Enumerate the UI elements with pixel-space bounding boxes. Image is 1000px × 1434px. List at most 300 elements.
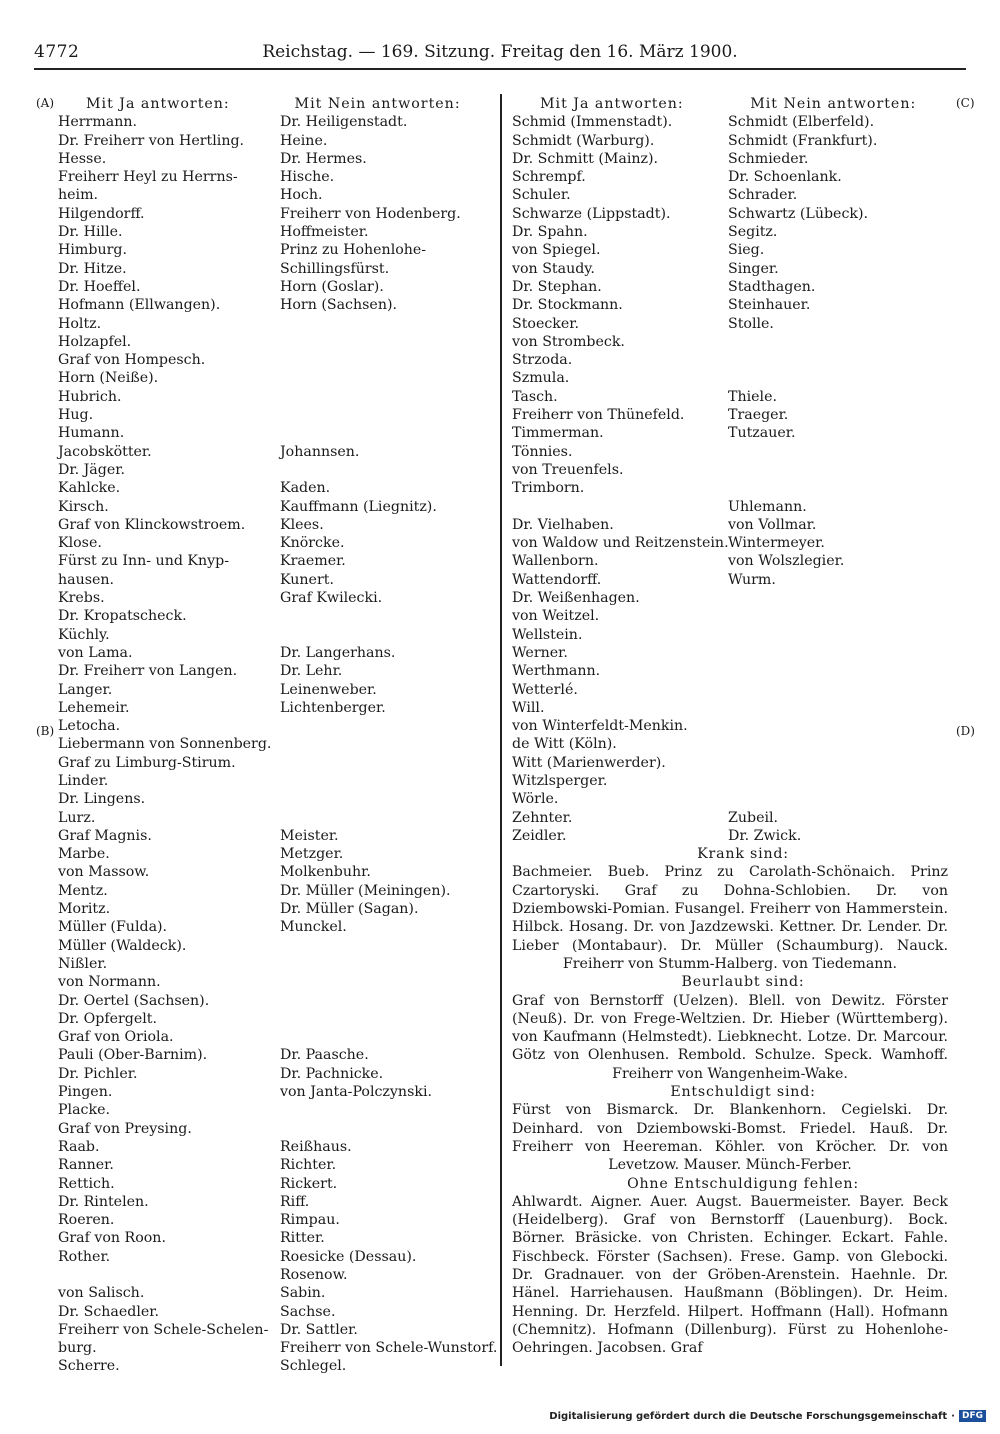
nein-name: Dr. Zwick. <box>728 827 802 844</box>
vote-row <box>58 1193 520 1211</box>
ja-name: Hubrich. <box>58 388 122 405</box>
ja-name: Zehnter. <box>512 809 573 826</box>
nein-name: Ritter. <box>280 1230 325 1247</box>
nein-name: Schwartz (Lübeck). <box>728 205 869 222</box>
nein-name: Riff. <box>280 1193 310 1210</box>
nein-name <box>280 1028 520 1046</box>
vote-row <box>512 644 974 662</box>
nein-name <box>728 790 958 808</box>
nein-name <box>280 424 520 442</box>
nein-name: Freiherr von Hodenberg. <box>280 205 461 222</box>
ja-name: Graf Magnis. <box>58 827 152 844</box>
ja-name: Trimborn. <box>512 480 585 497</box>
nein-name <box>728 754 958 772</box>
page-header <box>34 34 966 66</box>
nein-name: Kauffmann (Liegnitz). <box>280 498 437 515</box>
vote-row <box>58 754 520 772</box>
ja-name: Dr. Vielhaben. <box>512 516 614 533</box>
vote-row <box>58 186 520 204</box>
ja-name: Freiherr Heyl zu Herrns- <box>58 169 238 186</box>
nein-name: Dr. Langerhans. <box>280 644 396 661</box>
ja-name: Kahlcke. <box>58 480 121 497</box>
vote-row <box>512 626 974 644</box>
ja-name: Linder. <box>58 772 109 789</box>
vote-row <box>512 369 974 387</box>
nein-name <box>280 388 520 406</box>
nein-name <box>280 717 520 735</box>
nein-heading: Mit Nein antworten: <box>294 96 461 112</box>
nein-name <box>280 369 520 387</box>
vote-row <box>58 1083 520 1101</box>
vote-row <box>512 479 974 497</box>
vote-row <box>58 1339 520 1357</box>
nein-name: Sieg. <box>728 242 765 259</box>
nein-name <box>280 333 520 351</box>
nein-name: Dr. Müller (Meiningen). <box>280 882 451 899</box>
vote-row <box>512 552 974 570</box>
nein-name: Klees. <box>280 516 324 533</box>
ja-name: Rother. <box>58 1248 111 1265</box>
ja-name: Fürst zu Inn- und Knyp- <box>58 553 230 570</box>
ja-name: von Weitzel. <box>512 608 600 625</box>
ja-name: Dr. Oertel (Sachsen). <box>58 992 210 1009</box>
vote-row <box>512 113 974 131</box>
nein-name <box>280 1120 520 1138</box>
left-column <box>58 95 520 1376</box>
nein-name: Dr. Paasche. <box>280 1047 369 1064</box>
vote-row <box>58 132 520 150</box>
vote-row <box>58 735 520 753</box>
nein-name: von Wolszlegier. <box>728 553 845 570</box>
absence-sections <box>512 845 974 1357</box>
ja-name: Dr. Stephan. <box>512 278 602 295</box>
vote-row <box>512 388 974 406</box>
vote-row <box>58 113 520 131</box>
ja-name: Dr. Hille. <box>58 224 123 241</box>
vote-row <box>512 516 974 534</box>
ja-name: Dr. Schmitt (Mainz). <box>512 150 659 167</box>
ja-name: Graf von Roon. <box>58 1230 166 1247</box>
nein-name <box>728 461 958 479</box>
ja-name: Letocha. <box>58 718 121 735</box>
ja-name: von Strombeck. <box>512 333 625 350</box>
ja-name: Dr. Lingens. <box>58 791 146 808</box>
vote-row <box>58 424 520 442</box>
nein-name: Horn (Goslar). <box>280 278 384 295</box>
ja-name: Dr. Stockmann. <box>512 297 623 314</box>
ja-name: Liebermann von Sonnenberg. <box>58 736 272 753</box>
vote-row <box>58 937 520 955</box>
vote-row <box>512 150 974 168</box>
ja-name: Schrempf. <box>512 169 586 186</box>
ja-name: heim. <box>58 187 99 204</box>
vote-row <box>512 607 974 625</box>
vote-row <box>58 900 520 918</box>
ja-name: Müller (Waldeck). <box>58 937 187 954</box>
right-vote-list <box>512 113 974 845</box>
vote-row <box>512 754 974 772</box>
nein-name: Thiele. <box>728 388 777 405</box>
vote-row <box>512 333 974 351</box>
ja-name: Humann. <box>58 425 125 442</box>
vote-row <box>512 132 974 150</box>
vote-row <box>512 735 974 753</box>
vote-row <box>58 1303 520 1321</box>
nein-name: Uhlemann. <box>728 498 807 515</box>
vote-row <box>58 662 520 680</box>
vote-row <box>58 1211 520 1229</box>
nein-name <box>280 607 520 625</box>
vote-row <box>512 205 974 223</box>
nein-name <box>728 443 958 461</box>
vote-row <box>58 626 520 644</box>
nein-name: Hoch. <box>280 187 323 204</box>
vote-row <box>58 406 520 424</box>
vote-row <box>512 772 974 790</box>
vote-row <box>512 424 974 442</box>
vote-row <box>512 498 974 516</box>
vote-row <box>512 296 974 314</box>
ja-name: Tasch. <box>512 388 558 405</box>
ja-name: von Staudy. <box>512 260 595 277</box>
vote-row <box>58 223 520 241</box>
ja-name: von Winterfeldt-Menkin. <box>512 718 688 735</box>
vote-row <box>58 607 520 625</box>
footer <box>549 1410 986 1422</box>
nein-name: Johannsen. <box>280 443 360 460</box>
ja-name: Raab. <box>58 1138 100 1155</box>
nein-name: Rimpau. <box>280 1212 340 1229</box>
vote-row <box>58 150 520 168</box>
ja-name: Schuler. <box>512 187 571 204</box>
nein-name: Prinz zu Hohenlohe- <box>280 242 427 259</box>
vote-row <box>512 351 974 369</box>
vote-row <box>58 1138 520 1156</box>
ja-name: Lehemeir. <box>58 699 130 716</box>
nein-name: Rosenow. <box>280 1267 348 1283</box>
vote-row <box>58 772 520 790</box>
vote-row <box>58 296 520 314</box>
ja-name: Freiherr von Thünefeld. <box>512 407 685 424</box>
vote-row <box>512 168 974 186</box>
ja-name: von Lama. <box>58 644 133 661</box>
nein-name <box>280 461 520 479</box>
margin-mark-b: (B) <box>36 724 55 738</box>
ja-name: Schmidt (Warburg). <box>512 132 655 149</box>
ja-name <box>512 498 728 516</box>
ja-name: Wetterlé. <box>512 681 578 698</box>
nein-name: Traeger. <box>728 407 789 424</box>
ja-name: Will. <box>512 699 545 716</box>
ja-name: Rettich. <box>58 1175 115 1192</box>
ja-name: Dr. Freiherr von Langen. <box>58 663 238 680</box>
nein-name: Sabin. <box>280 1285 326 1302</box>
ja-name: Krebs. <box>58 590 105 607</box>
ja-name: Langer. <box>58 681 113 698</box>
nein-name <box>280 315 520 333</box>
vote-row <box>58 168 520 186</box>
nein-name: Schmidt (Elberfeld). <box>728 114 875 131</box>
ja-name: Dr. Rintelen. <box>58 1193 149 1210</box>
vote-row <box>58 717 520 735</box>
ja-name: Klose. <box>58 535 102 552</box>
dfg-logo: DFG <box>959 1410 986 1422</box>
ja-name: Pingen. <box>58 1084 113 1101</box>
vote-row <box>512 662 974 680</box>
nein-name: Dr. Sattler. <box>280 1321 358 1338</box>
vote-row <box>58 918 520 936</box>
ja-name: von Waldow und Reitzenstein. <box>512 535 729 552</box>
footer-text: Digitalisierung gefördert durch die Deutsche Forschungsgemeinschaft <box>549 1410 948 1422</box>
nein-name <box>280 937 520 955</box>
nein-name <box>728 644 958 662</box>
nein-name: Schmidt (Frankfurt). <box>728 132 878 149</box>
ja-heading: Mit Ja antworten: <box>86 96 230 112</box>
vote-row <box>58 790 520 808</box>
nein-name: Dr. Schoenlank. <box>728 169 842 186</box>
ja-name: Kirsch. <box>58 498 109 515</box>
nein-name <box>728 681 958 699</box>
ja-name: Jacobskötter. <box>58 443 152 460</box>
nein-name: Stadthagen. <box>728 278 816 295</box>
nein-name: Reißhaus. <box>280 1138 352 1155</box>
vote-row <box>58 1175 520 1193</box>
ja-name: Dr. Freiherr von Hertling. <box>58 132 245 149</box>
nein-name: Dr. Lehr. <box>280 663 343 680</box>
ja-name: Wellstein. <box>512 626 583 643</box>
vote-row <box>58 461 520 479</box>
nein-name <box>728 369 958 387</box>
vote-row <box>58 992 520 1010</box>
ja-name: Dr. Weißenhagen. <box>512 590 640 607</box>
section-title: Entschuldigt sind: <box>670 1084 816 1101</box>
vote-row <box>58 260 520 278</box>
ja-name: Dr. Jäger. <box>58 461 125 478</box>
ja-name: Dr. Opfergelt. <box>58 1010 157 1027</box>
ja-name <box>58 1266 280 1284</box>
vote-row <box>512 681 974 699</box>
nein-name <box>280 955 520 973</box>
section-text: Ahlwardt. Aigner. Auer. Augst. Bauermeister. Bayer. Beck (Heidelberg). Graf von Bernstorff (Lauenburg). Bock. Börner. Bräsicke. von Christen. Echinger. Eckart. Fahle. Fischbeck. Förster (Sachsen). Frese. Gamp. von Glebocki. Dr. Gradnauer. von der Gröben-Arenstein. Haehnle. Dr. Hänel. Harriehausen. Haußmann (Böblingen). Dr. Heim. Henning. Dr. Herzfeld. Hilpert. Hoffmann (Hall). Hofmann (Chemnitz). Hofmann (Dillenburg). Fürst zu Hohenlohe-Oehringen. Jacobsen. Graf <box>512 1193 948 1357</box>
nein-name: Dr. Müller (Sagan). <box>280 901 419 918</box>
ja-name: Witt (Marienwerder). <box>512 754 666 771</box>
nein-name <box>728 589 958 607</box>
vote-row <box>58 1284 520 1302</box>
nein-name <box>280 1010 520 1028</box>
ja-name: Mentz. <box>58 882 108 899</box>
nein-name: Heine. <box>280 132 328 149</box>
ja-name: Himburg. <box>58 242 127 259</box>
vote-row <box>58 845 520 863</box>
vote-row <box>512 443 974 461</box>
nein-name: Molkenbuhr. <box>280 864 371 881</box>
nein-name: Schmieder. <box>728 150 809 167</box>
ja-name: Wattendorff. <box>512 571 602 588</box>
nein-name <box>728 607 958 625</box>
ja-name: von Treuenfels. <box>512 461 624 478</box>
nein-name <box>728 772 958 790</box>
nein-name: Leinenweber. <box>280 681 377 698</box>
section-title: Ohne Entschuldigung fehlen: <box>627 1175 859 1192</box>
vote-column-headings <box>58 95 520 113</box>
section-text: Bachmeier. Bueb. Prinz zu Carolath-Schönaich. Prinz Czartoryski. Graf zu Dohna-Schlobien. Dr. von Dziembowski-Pomian. Fusangel. Freiherr von Hammerstein. Hilbck. Hosang. Dr. von Jazdzewski. Kettner. Dr. Lender. Dr. Lieber (Montabaur). Dr. Müller (Schaumburg). Nauck. Freiherr von Stumm-Halberg. von Tiedemann. <box>512 864 948 972</box>
nein-name <box>280 772 520 790</box>
page-number: 4772 <box>34 42 80 62</box>
ja-name: Werner. <box>512 644 568 661</box>
nein-name: Sachse. <box>280 1303 336 1320</box>
vote-row <box>512 534 974 552</box>
vote-row <box>58 973 520 991</box>
nein-name: Singer. <box>728 260 779 277</box>
ja-name: Dr. Hitze. <box>58 260 127 277</box>
vote-row <box>58 571 520 589</box>
ja-name: Wallenborn. <box>512 553 599 570</box>
ja-name: Graf von Hompesch. <box>58 352 206 369</box>
margin-mark-c: (C) <box>956 96 975 110</box>
ja-name: Roeren. <box>58 1212 115 1229</box>
nein-name: Dr. Hermes. <box>280 150 367 167</box>
nein-name: Horn (Sachsen). <box>280 297 397 314</box>
ja-name: Herrmann. <box>58 114 138 131</box>
vote-row <box>512 790 974 808</box>
vote-row <box>512 589 974 607</box>
vote-row <box>58 443 520 461</box>
ja-name: von Massow. <box>58 864 150 881</box>
nein-name <box>728 479 958 497</box>
ja-name: Hug. <box>58 407 94 424</box>
ja-name: Graf von Klinckowstroem. <box>58 516 246 533</box>
ja-name: Freiherr von Schele-Schelen- <box>58 1321 269 1338</box>
nein-name: Kaden. <box>280 480 331 497</box>
ja-name: von Normann. <box>58 974 161 991</box>
nein-heading: Mit Nein antworten: <box>750 96 917 112</box>
vote-row <box>58 681 520 699</box>
nein-name: Meister. <box>280 827 339 844</box>
nein-name <box>280 809 520 827</box>
vote-row <box>512 241 974 259</box>
vote-row <box>512 315 974 333</box>
ja-name: Hesse. <box>58 150 107 167</box>
vote-row <box>58 369 520 387</box>
ja-name: Graf von Oriola. <box>58 1029 174 1046</box>
ja-name: Nißler. <box>58 955 108 972</box>
nein-name <box>280 735 520 753</box>
nein-name: Stolle. <box>728 315 774 332</box>
ja-name: Holtz. <box>58 315 102 332</box>
nein-name: Munckel. <box>280 919 347 936</box>
vote-row <box>512 186 974 204</box>
vote-row <box>58 479 520 497</box>
ja-name: von Salisch. <box>58 1285 145 1302</box>
ja-name: hausen. <box>58 571 115 588</box>
vote-row <box>512 406 974 424</box>
nein-name: Schillingsfürst. <box>280 260 390 277</box>
nein-name <box>280 790 520 808</box>
nein-name <box>728 662 958 680</box>
margin-mark-a: (A) <box>36 96 55 110</box>
ja-heading: Mit Ja antworten: <box>540 96 684 112</box>
vote-row <box>58 1248 520 1266</box>
ja-name: de Witt (Köln). <box>512 736 617 753</box>
vote-row <box>58 1321 520 1339</box>
vote-column-headings <box>512 95 974 113</box>
vote-row <box>58 1120 520 1138</box>
ja-name: Zeidler. <box>512 827 567 844</box>
vote-row <box>512 699 974 717</box>
nein-name: Roesicke (Dessau). <box>280 1248 417 1265</box>
nein-name: Rickert. <box>280 1175 338 1192</box>
nein-name: von Janta-Polczynski. <box>280 1084 432 1101</box>
ja-name: Schwarze (Lippstadt). <box>512 205 671 222</box>
nein-name <box>728 333 958 351</box>
ja-name: Marbe. <box>58 846 110 863</box>
nein-name: Tutzauer. <box>728 425 796 442</box>
ja-name: Hilgendorff. <box>58 205 145 222</box>
nein-name <box>280 351 520 369</box>
ja-name: Werthmann. <box>512 663 601 680</box>
vote-row <box>58 241 520 259</box>
ja-name: Szmula. <box>512 370 570 387</box>
section-title: Krank sind: <box>697 846 789 863</box>
vote-row <box>58 498 520 516</box>
nein-name: Wintermeyer. <box>728 535 825 552</box>
vote-row <box>58 1266 520 1284</box>
vote-row <box>512 278 974 296</box>
vote-row <box>58 1229 520 1247</box>
ja-name: Holzapfel. <box>58 333 132 350</box>
nein-name <box>280 626 520 644</box>
vote-row <box>58 1065 520 1083</box>
vote-row <box>512 571 974 589</box>
ja-name: Pauli (Ober-Barnim). <box>58 1047 208 1064</box>
nein-name: Hische. <box>280 169 335 186</box>
section-title: Beurlaubt sind: <box>681 974 805 991</box>
ja-name: Dr. Schaedler. <box>58 1303 160 1320</box>
vote-row <box>58 315 520 333</box>
ja-name: burg. <box>58 1340 97 1357</box>
ja-name: Lurz. <box>58 809 96 826</box>
vote-row <box>58 955 520 973</box>
nein-name: Kraemer. <box>280 553 346 570</box>
vote-row <box>58 1010 520 1028</box>
ja-name: Dr. Spahn. <box>512 224 588 241</box>
vote-row <box>58 699 520 717</box>
left-vote-list <box>58 113 520 1375</box>
nein-name: Wurm. <box>728 571 776 588</box>
vote-row <box>58 863 520 881</box>
nein-name: Knörcke. <box>280 535 345 552</box>
vote-row <box>58 534 520 552</box>
nein-name: Richter. <box>280 1157 337 1174</box>
vote-row <box>58 1101 520 1119</box>
nein-name: Zubeil. <box>728 809 779 826</box>
nein-name: Dr. Pachnicke. <box>280 1065 384 1082</box>
vote-row <box>58 827 520 845</box>
nein-name <box>280 754 520 772</box>
right-column <box>512 95 974 1357</box>
nein-name: Freiherr von Schele-Wunstorf. <box>280 1340 498 1357</box>
ja-name: Placke. <box>58 1102 110 1119</box>
nein-name <box>280 1101 520 1119</box>
nein-name <box>728 699 958 717</box>
ja-name: Dr. Kropatscheck. <box>58 608 187 625</box>
margin-mark-d: (D) <box>956 724 975 738</box>
vote-row <box>512 809 974 827</box>
ja-name: Ranner. <box>58 1157 114 1174</box>
nein-name: Kunert. <box>280 571 334 588</box>
ja-name: Strzoda. <box>512 352 573 369</box>
vote-row <box>58 1357 520 1375</box>
